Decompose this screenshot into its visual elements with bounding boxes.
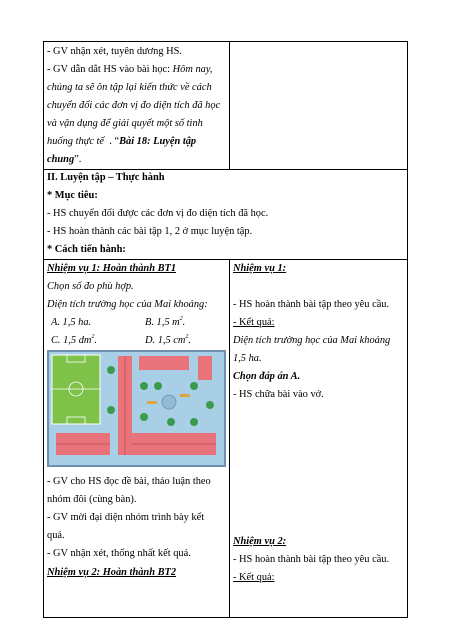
tree: [107, 366, 115, 374]
option-c-sup: 2: [91, 334, 95, 340]
teacher-intro-line-5: [47, 135, 196, 148]
goal-heading: * Mục tiêu:: [47, 190, 98, 201]
student-task1-title: Nhiệm vụ 1:: [233, 263, 287, 274]
teacher-intro-today: Hôm nay,: [172, 64, 213, 75]
tree: [190, 382, 198, 390]
student-answer-1: Diện tích trường học của Mai khoảng: [233, 335, 391, 346]
option-b-end: .: [182, 317, 186, 328]
student-task2-title: Nhiệm vụ 2:: [233, 536, 287, 547]
teacher-invite-2: quả.: [47, 530, 65, 541]
option-b-sup: 2: [179, 316, 183, 322]
student-complete-2: - HS hoàn thành bài tập theo yêu cầu.: [233, 554, 390, 565]
student-answer-2: 1,5 ha.: [233, 353, 262, 364]
table-border-top: [43, 41, 408, 42]
goal-1: - HS chuyển đổi được các đơn vị đo diện tích đã học.: [47, 208, 269, 219]
task1-instruction: Chọn số đo phù hợp.: [47, 281, 134, 292]
goal-2: - HS hoàn thành các bài tập 1, 2 ở mục luyện tập.: [47, 226, 253, 237]
column-divider-bottom: [229, 259, 230, 618]
tree: [206, 401, 214, 409]
lesson-title-end: chung: [47, 154, 75, 165]
tree: [140, 382, 148, 390]
option-b: [145, 316, 185, 329]
teacher-intro-line-3: chuyển đổi các đơn vị đo diện tích đã học: [47, 100, 221, 111]
teacher-conclude: - GV nhận xét, thống nhất kết quả.: [47, 548, 191, 559]
tree: [107, 406, 115, 414]
teacher-intro-line: [47, 63, 212, 76]
teacher-invite-1: - GV mời đại diện nhóm trình bày kết: [47, 512, 205, 523]
bench: [180, 394, 190, 397]
teacher-intro-line-6: [47, 153, 81, 166]
student-complete-1: - HS hoàn thành bài tập theo yêu cầu.: [233, 299, 390, 310]
table-border-left: [43, 41, 44, 618]
task1-title: Nhiệm vụ 1: Hoàn thành BT1: [47, 263, 177, 274]
lesson-title-close: ”.: [74, 154, 82, 165]
row-divider-1: [43, 169, 408, 170]
option-a: A. 1,5 ha.: [51, 317, 92, 328]
row-divider-2: [43, 259, 408, 260]
table-border-bottom: [43, 617, 408, 618]
option-d-text: D. 1,5 cm: [145, 335, 186, 346]
option-c: [51, 334, 97, 347]
teacher-group-work-2: nhóm đôi (cùng bàn).: [47, 494, 137, 505]
flagpole-base: [162, 395, 176, 409]
building-top-right: [139, 356, 189, 370]
building-right: [198, 356, 212, 380]
tree: [190, 418, 198, 426]
tree: [140, 413, 148, 421]
teacher-praise: - GV nhận xét, tuyên dương HS.: [47, 46, 183, 57]
lesson-title: Bài 18: Luyện tập: [119, 136, 197, 147]
bench: [147, 401, 157, 404]
teacher-intro-line-2: chúng ta sẽ ôn tập lại kiến thức về cách: [47, 82, 212, 93]
student-result-label: - Kết quả:: [233, 317, 275, 328]
option-d: [145, 334, 191, 347]
football-field: [52, 355, 100, 424]
teacher-intro-prefix: - GV dẫn dắt HS vào bài học:: [47, 64, 173, 75]
section-title: II. Luyện tập – Thực hành: [47, 172, 165, 183]
teacher-group-work-1: - GV cho HS đọc đề bài, thảo luận theo: [47, 476, 211, 487]
option-d-sup: 2: [185, 334, 189, 340]
student-choice: Chọn đáp án A.: [233, 371, 301, 382]
tree: [154, 382, 162, 390]
column-divider-top: [229, 41, 230, 169]
tree: [167, 418, 175, 426]
option-c-text: C. 1,5 dm: [51, 335, 92, 346]
school-map-illustration: [47, 350, 226, 467]
student-result-label-2: - Kết quả:: [233, 572, 275, 583]
option-c-end: .: [94, 335, 98, 346]
teacher-intro-dot: . “: [109, 136, 120, 147]
method-heading: * Cách tiến hành:: [47, 244, 126, 255]
task2-title: Nhiệm vụ 2: Hoàn thành BT2: [47, 567, 177, 578]
table-border-right: [407, 41, 408, 618]
student-correct-notebook: - HS chữa bài vào vở.: [233, 389, 324, 400]
task1-question: Diện tích trường học của Mai khoảng:: [47, 299, 208, 310]
option-d-end: .: [188, 335, 192, 346]
teacher-intro-situation: huống thực tế: [47, 136, 105, 147]
teacher-intro-line-4: và vận dụng để giải quyết một số tình: [47, 118, 203, 129]
option-b-text: B. 1,5 m: [145, 317, 180, 328]
